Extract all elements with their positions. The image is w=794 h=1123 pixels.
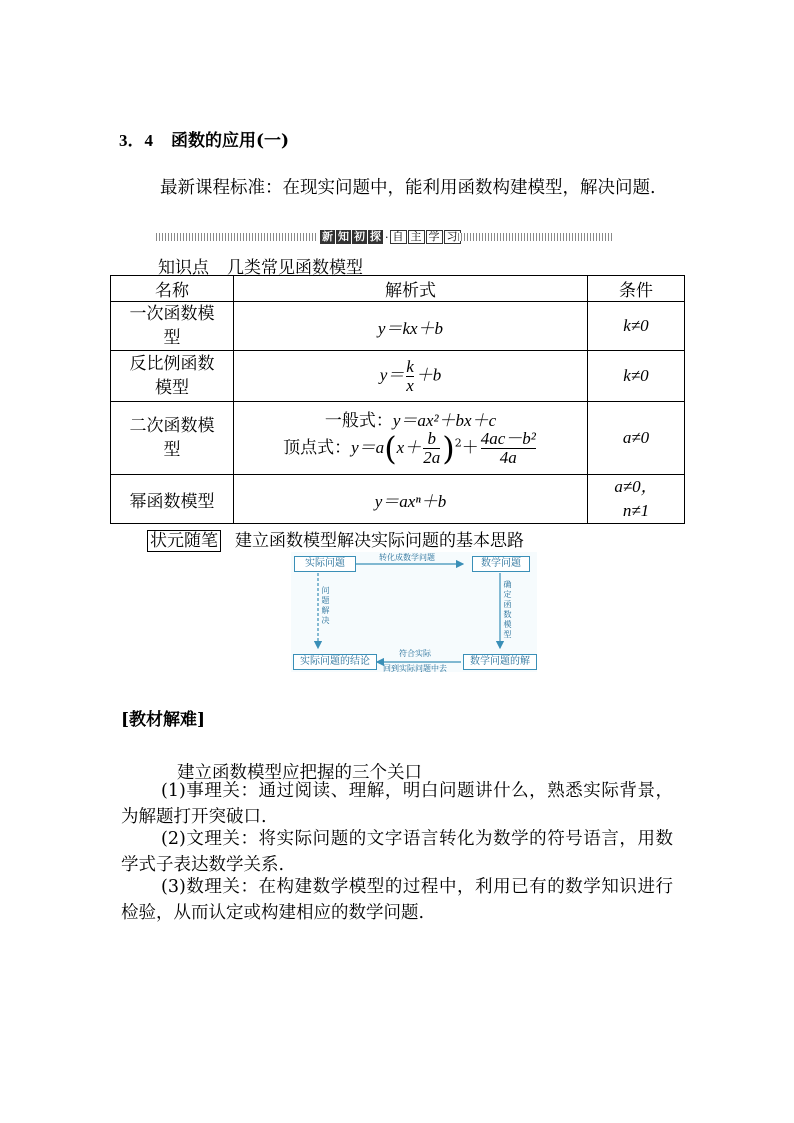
difficulty-point: (1)事理关：通过阅读、理解，明白问题讲什么，熟悉实际背景，为解题打开突破口. — [121, 781, 673, 827]
flow-label-bottom-top: 符合实际 — [399, 649, 431, 658]
note-text: 建立函数模型解决实际问题的基本思路 — [235, 531, 524, 551]
banner-char: 探 — [370, 230, 381, 243]
knowledge-point-label: 知识点 — [158, 258, 209, 278]
table-row — [111, 351, 685, 402]
banner-char: 知 — [338, 230, 349, 243]
difficulty-heading: [教材解难] — [121, 710, 206, 730]
table-header-row — [111, 276, 685, 302]
banner-char: 主 — [408, 230, 425, 244]
study-note — [147, 526, 524, 551]
row-formula: y＝kx＋b — [234, 302, 588, 351]
flow-box-math-problem: 数学问题 — [472, 556, 530, 572]
row-formula: y＝ $\frac{k}{x}$ ＋b — [234, 351, 588, 402]
header-formula: 解析式 — [234, 276, 588, 302]
fraction: $\frac{b}{2a}$ — [423, 428, 441, 467]
row-name: 幂函数模型 — [111, 475, 234, 524]
row-name: 二次函数模 型 — [111, 402, 234, 475]
row-condition: a≠0 — [588, 402, 685, 475]
banner-hatch-right — [458, 233, 612, 241]
table-row — [111, 302, 685, 351]
banner-dot: · — [385, 230, 389, 244]
table-row — [111, 475, 685, 524]
row-formula: y＝axⁿ＋b — [234, 475, 588, 524]
banner-char: 新 — [322, 230, 333, 243]
banner-char: 学 — [426, 230, 443, 244]
row-condition: k≠0 — [588, 302, 685, 351]
row-name: 反比例函数 模型 — [111, 351, 234, 402]
flow-box-math-solution: 数学问题的解 — [463, 654, 537, 670]
knowledge-point-text: 几类常见函数模型 — [227, 258, 363, 278]
fraction: $\frac{k}{x}$ — [406, 356, 414, 395]
header-condition: 条件 — [588, 276, 685, 302]
banner-char: 自 — [390, 230, 407, 244]
row-condition: a≠0， n≠1 — [588, 475, 685, 524]
row-formula: 一般式：y＝ax²＋bx＋c 顶点式：y＝a(x＋ $\frac{b}{2a}$ )$^2$＋ $\frac{\text{4ac－b²}}{4a}$ — [234, 402, 588, 475]
flow-label-bottom-bottom: 回到实际问题中去 — [383, 664, 447, 673]
section-banner — [156, 230, 612, 244]
banner-hatch-left — [156, 233, 316, 241]
banner-char: 习 — [444, 230, 461, 244]
banner-char: 初 — [354, 230, 365, 243]
row-condition: k≠0 — [588, 351, 685, 402]
flow-label-left: 问题解决 — [321, 586, 330, 625]
banner-label — [320, 230, 462, 244]
flow-label-right: 确定函数模型 — [503, 580, 512, 639]
section-title — [119, 126, 289, 151]
note-tag: 状元随笔 — [147, 530, 221, 552]
difficulty-point: (3)数理关：在构建数学模型的过程中，利用已有的数学知识进行检验，从而认定或构建相应的数学问题. — [121, 877, 673, 923]
section-number: 3．4 — [119, 131, 153, 150]
flow-box-real-conclusion: 实际问题的结论 — [293, 654, 377, 670]
curriculum-standard: 最新课程标准：在现实问题中，能利用函数构建模型，解决问题. — [160, 178, 656, 198]
table-row — [111, 402, 685, 475]
function-models-table — [110, 275, 685, 524]
flow-box-real-problem: 实际问题 — [294, 556, 356, 572]
row-name: 一次函数模 型 — [111, 302, 234, 351]
difficulty-intro: 建立函数模型应把握的三个关口 — [177, 763, 422, 783]
flow-label-top: 转化成数学问题 — [379, 553, 435, 562]
section-title-text: 函数的应用(一) — [171, 131, 290, 151]
difficulty-point: (2)文理关：将实际问题的文字语言转化为数学的符号语言，用数学式子表达数学关系. — [121, 829, 673, 875]
header-name: 名称 — [111, 276, 234, 302]
fraction: $\frac{\text{4ac－b²}}{4a}$ — [480, 428, 536, 467]
flowchart — [291, 552, 537, 672]
